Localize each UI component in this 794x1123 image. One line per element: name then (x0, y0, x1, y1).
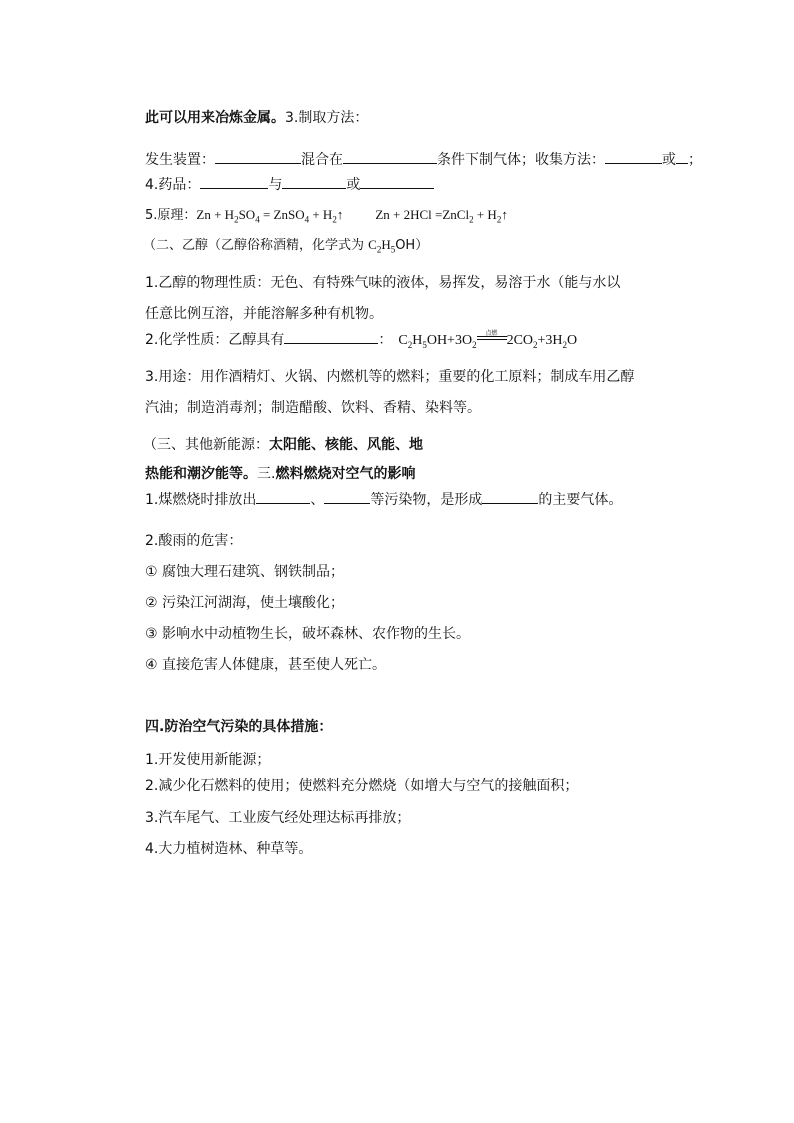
measure-item: 2.减少化石燃料的使用；使燃料充分燃烧（如增大与空气的接触面积； (145, 778, 579, 794)
harm-item: ① 腐蚀大理石建筑、钢铁制品； (145, 564, 345, 580)
chemical-props-label: 2.化学性质：乙醇具有 (145, 332, 285, 348)
blank-collect-1[interactable] (605, 150, 662, 164)
collect-label: 条件下制气体；收集方法： (437, 152, 605, 168)
intro-method-text: 3.制取方法： (285, 110, 369, 126)
line-acid-rain: 2.酸雨的危害： (145, 533, 243, 549)
harm-item: ④ 直接危害人体健康，甚至使人死亡。 (145, 657, 386, 673)
coal-label: 1.煤燃烧时排放出 (145, 492, 257, 508)
section-3-title: 燃料燃烧对空气的影响 (275, 466, 416, 482)
ethanol-heading-text: （二、乙醇（乙醇俗称酒精，化学式为 (143, 238, 369, 253)
principle-label: 5.原理： (145, 208, 197, 223)
ignition-condition: 点燃 (477, 336, 507, 344)
mix-label: 混合在 (301, 152, 343, 168)
section-4-title: 四.防治空气污染的具体措施： (145, 719, 333, 735)
blank-chemical-prop[interactable] (284, 330, 378, 344)
line-reagents (145, 175, 434, 194)
line-new-energy (143, 436, 423, 454)
colon: ： (378, 332, 393, 348)
equation-zn-h2so4: $Zn + H_2SO_4$ = ZnSO$_4$ + $H_2↑$ (196, 207, 344, 225)
blank-pollutant-1[interactable] (256, 490, 310, 504)
main-gas-label: 的主要气体。 (538, 492, 623, 508)
comma: 、 (310, 492, 325, 508)
line-section-3 (145, 465, 415, 483)
new-energy-list: 太阳能、核能、风能、地 (269, 437, 423, 453)
apparatus-label: 发生装置： (145, 152, 215, 168)
blank-mix[interactable] (343, 150, 437, 164)
harm-item: ③ 影响水中动植物生长，破坏森林、农作物的生长。 (145, 626, 470, 642)
line-coal-pollutants (145, 490, 622, 509)
blank-reagent-1[interactable] (200, 175, 268, 189)
section-3-number: 三. (257, 466, 276, 482)
measure-item: 3.汽车尾气、工业废气经处理达标再排放； (145, 810, 411, 826)
line-principle (145, 206, 508, 225)
line-physical-props: 1.乙醇的物理性质：无色、有特殊气味的液体，易挥发，易溶于水（能与水以 (145, 275, 621, 291)
blank-pollutant-2[interactable] (324, 490, 370, 504)
pollutants-label: 等污染物，是形成 (370, 492, 483, 508)
line-ethanol-heading (143, 236, 428, 255)
blank-reagent-3[interactable] (360, 175, 434, 189)
ethanol-formula: $C_2H_5$ (368, 237, 396, 255)
combustion-equation: $C_2H_5OH+3O_2$ 点燃 $2CO_2+3H_2O$ (398, 331, 578, 350)
blank-apparatus[interactable] (215, 150, 301, 164)
reagents-label: 4.药品： (145, 177, 201, 193)
with-label: 与 (268, 177, 283, 193)
line-apparatus (145, 150, 702, 169)
intro-bold-text: 此可以用来冶炼金属。 (145, 110, 285, 126)
new-energy-list-cont: 热能和潮汐能等。 (145, 466, 257, 482)
new-energy-label: （三、其他新能源： (143, 437, 269, 453)
line-uses: 3.用途：用作酒精灯、火锅、内燃机等的燃料；重要的化工原料；制成车用乙醇 (145, 369, 635, 385)
line-chemical-props (145, 330, 577, 350)
measure-item: 4.大力植树造林、种草等。 (145, 841, 313, 857)
harm-item: ② 污染江河湖海，使土壤酸化； (145, 595, 345, 611)
or-label: 或 (346, 177, 361, 193)
or-label: 或 (662, 152, 676, 168)
blank-formed[interactable] (482, 490, 538, 504)
line-intro (145, 109, 368, 127)
line-uses-cont: 汽油；制造消毒剂；制造醋酸、饮料、香精、染料等。 (145, 400, 481, 416)
ethanol-formula-end: OH） (395, 238, 429, 253)
line-physical-props-cont: 任意比例互溶，并能溶解多种有机物。 (145, 306, 383, 322)
measure-item: 1.开发使用新能源； (145, 752, 271, 768)
blank-reagent-2[interactable] (282, 175, 346, 189)
semicolon: ； (688, 152, 702, 168)
blank-collect-2[interactable] (676, 150, 688, 164)
equation-zn-hcl: Zn + 2HCl =ZnCl$_2$ + $H_2↑$ (375, 207, 508, 225)
